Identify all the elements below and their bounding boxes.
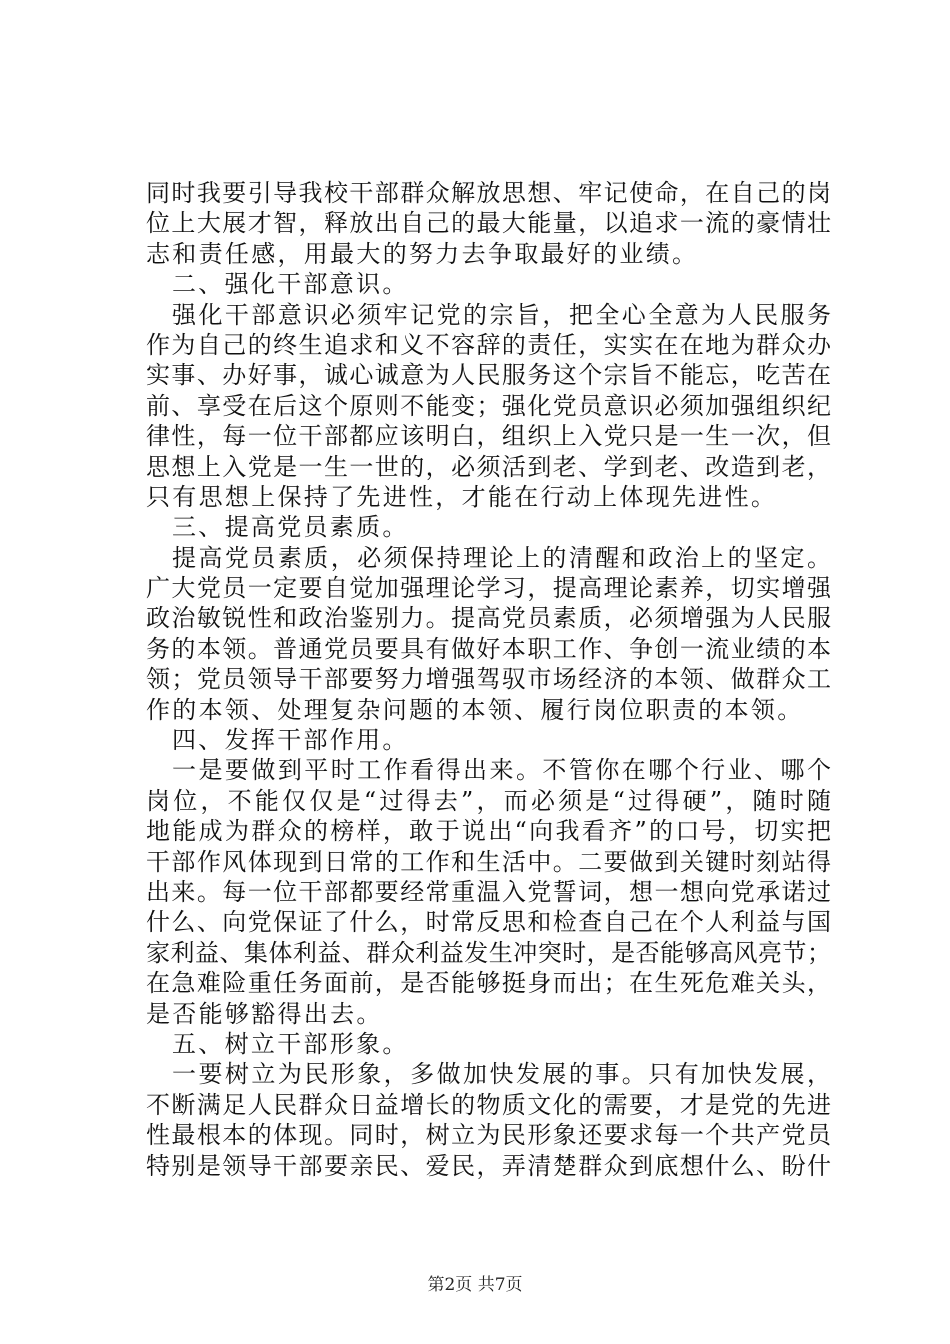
text-line: 只有思想上保持了先进性，才能在行动上体现先进性。 <box>146 482 778 511</box>
text-line: 是否能够豁得出去。 <box>146 999 383 1028</box>
text-line: 领；党员领导干部要努力增强驾驭市场经济的本领、做群众工 <box>146 665 831 694</box>
text-line: 岗位，不能仅仅是“过得去”，而必须是“过得硬”，随时随 <box>146 786 831 815</box>
text-line: 同时我要引导我校干部群众解放思想、牢记使命，在自己的岗 <box>146 179 831 207</box>
text-line: 三、提高党员素质。 <box>172 513 409 542</box>
text-line: 务的本领。普通党员要具有做好本职工作、争创一流业绩的本 <box>146 634 831 663</box>
text-line: 志和责任感，用最大的努力去争取最好的业绩。 <box>146 239 699 268</box>
text-line: 特别是领导干部要亲民、爱民，弄清楚群众到底想什么、盼什 <box>146 1151 831 1180</box>
text-line: 在急难险重任务面前，是否能够挺身而出；在生死危难关头， <box>146 969 831 998</box>
text-line: 思想上入党是一生一世的，必须活到老、学到老、改造到老， <box>146 452 831 481</box>
text-line: 二、强化干部意识。 <box>172 270 409 299</box>
text-line: 一是要做到平时工作看得出来。不管你在哪个行业、哪个 <box>172 756 831 785</box>
text-line: 四、发挥干部作用。 <box>172 726 409 755</box>
section-heading <box>146 269 831 299</box>
text-line: 一要树立为民形象，多做加快发展的事。只有加快发展， <box>172 1060 831 1089</box>
paragraph <box>146 543 831 725</box>
text-line: 实事、办好事，诚心诚意为人民服务这个宗旨不能忘，吃苦在 <box>146 361 831 390</box>
text-line: 前、享受在后这个原则不能变；强化党员意识必须加强组织纪 <box>146 391 831 420</box>
paragraph <box>146 300 831 513</box>
section-heading <box>146 1029 831 1059</box>
paragraph <box>146 178 831 269</box>
text-line: 提高党员素质，必须保持理论上的清醒和政治上的坚定。 <box>172 543 831 572</box>
text-line: 家利益、集体利益、群众利益发生冲突时，是否能够高风亮节； <box>146 938 831 967</box>
text-line: 位上大展才智，释放出自己的最大能量，以追求一流的豪情壮 <box>146 209 831 238</box>
text-line: 出来。每一位干部都要经常重温入党誓词，想一想向党承诺过 <box>146 877 831 906</box>
text-line: 不断满足人民群众日益增长的物质文化的需要，才是党的先进 <box>146 1090 831 1119</box>
paragraph <box>146 1059 831 1181</box>
text-line: 作为自己的终生追求和义不容辞的责任，实实在在地为群众办 <box>146 330 831 359</box>
page-footer: 第2页 共7页 <box>427 1275 523 1295</box>
text-line: 广大党员一定要自觉加强理论学习，提高理论素养，切实增强 <box>146 574 831 603</box>
section-heading <box>146 512 831 542</box>
section-heading <box>146 725 831 755</box>
text-line: 干部作风体现到日常的工作和生活中。二要做到关键时刻站得 <box>146 847 831 876</box>
text-line: 作的本领、处理复杂问题的本领、履行岗位职责的本领。 <box>146 695 804 724</box>
paragraph <box>146 755 831 1029</box>
text-line: 五、树立干部形象。 <box>172 1029 409 1058</box>
text-line: 性最根本的体现。同时，树立为民形象还要求每一个共产党员 <box>146 1121 831 1150</box>
text-line: 地能成为群众的榜样，敢于说出“向我看齐”的口号，切实把 <box>146 817 831 846</box>
text-line: 什么、向党保证了什么，时常反思和检查自己在个人利益与国 <box>146 908 831 937</box>
text-line: 律性，每一位干部都应该明白，组织上入党只是一生一次，但 <box>146 422 831 451</box>
text-line: 政治敏锐性和政治鉴别力。提高党员素质，必须增强为人民服 <box>146 604 831 633</box>
document-body <box>146 178 831 1181</box>
text-line: 强化干部意识必须牢记党的宗旨，把全心全意为人民服务 <box>172 300 831 329</box>
